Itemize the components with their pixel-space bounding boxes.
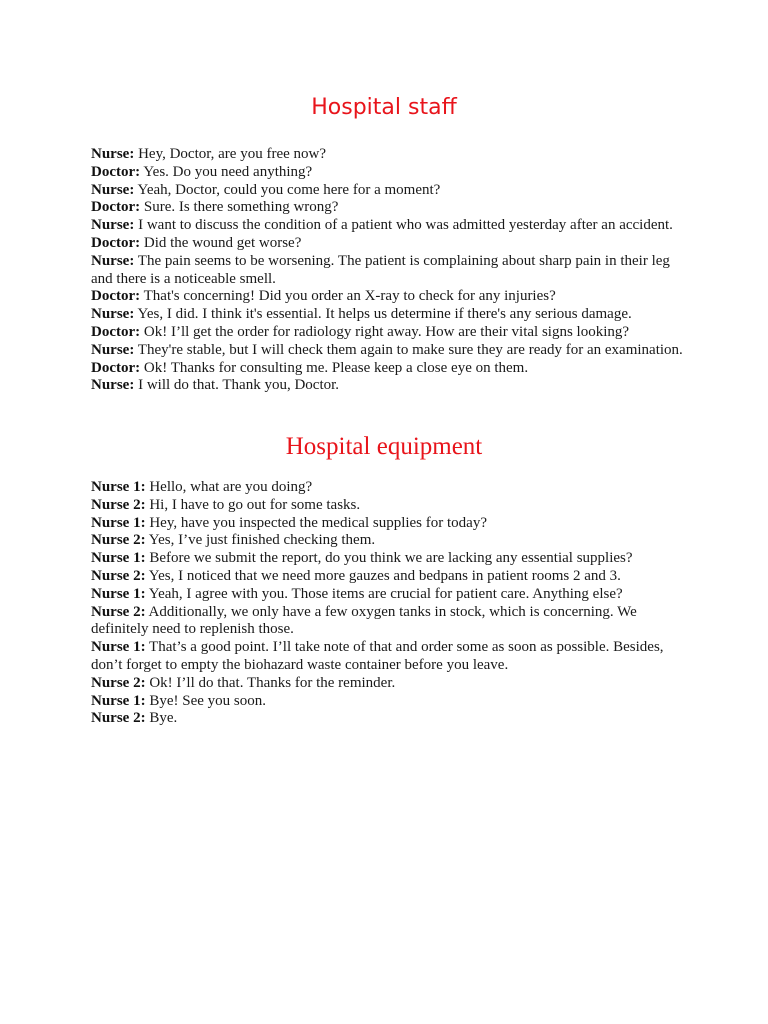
speaker-label: Doctor: (91, 359, 141, 376)
dialogue-line (91, 639, 683, 675)
dialogue-line (91, 360, 683, 378)
speaker-label: Nurse 2: (91, 674, 146, 691)
utterance-text: Did the wound get worse? (140, 234, 302, 251)
utterance-text: Bye! See you soon. (145, 692, 266, 709)
utterance-text: Yes, I noticed that we need more gauzes and bedpans in patient rooms 2 and 3. (145, 567, 621, 584)
dialogue-line (91, 515, 683, 533)
section-title-hospital-staff: Hospital staff (311, 95, 457, 120)
speaker-label: Nurse: (91, 306, 135, 323)
utterance-text: That’s a good point. I’ll take note of that and order some as soon as possible. Besides, don’t forget to empty the biohazard waste container before you leave. (91, 639, 664, 673)
dialogue-line (91, 253, 683, 289)
utterance-text: Additionally, we only have a few oxygen tanks in stock, which is concerning. We definitely need to replenish those. (91, 603, 637, 638)
utterance-text: I will do that. Thank you, Doctor. (134, 377, 340, 394)
speaker-label: Doctor: (91, 323, 141, 340)
dialogue-line (91, 182, 683, 200)
utterance-text: Ok! I’ll get the order for radiology right away. How are their vital signs looking? (140, 323, 630, 340)
speaker-label: Doctor: (91, 199, 141, 216)
speaker-label: Nurse 2: (91, 710, 146, 727)
speaker-label: Nurse 1: (91, 639, 146, 656)
dialogue-line (91, 604, 683, 640)
utterance-text: Yes. Do you need anything? (140, 163, 313, 180)
speaker-label: Nurse 1: (91, 514, 146, 531)
utterance-text: Bye. (145, 710, 178, 727)
dialogue-line (91, 146, 683, 164)
speaker-label: Nurse 1: (91, 479, 146, 495)
speaker-label: Nurse: (91, 341, 135, 358)
dialogue-line (91, 342, 683, 360)
utterance-text: Yes, I’ve just finished checking them. (145, 532, 376, 549)
dialogue-hospital-equipment (91, 479, 683, 728)
dialogue-line (91, 164, 683, 182)
speaker-label: Nurse: (91, 146, 135, 162)
dialogue-line (91, 324, 683, 342)
utterance-text: Sure. Is there something wrong? (140, 199, 339, 216)
utterance-text: The pain seems to be worsening. The patient is complaining about sharp pain in their leg and there is a noticeable smell. (91, 252, 670, 287)
dialogue-line (91, 288, 683, 306)
speaker-label: Nurse 2: (91, 532, 146, 549)
speaker-label: Nurse 2: (91, 567, 146, 584)
speaker-label: Nurse: (91, 377, 135, 394)
utterance-text: Hey, Doctor, are you free now? (134, 146, 327, 162)
utterance-text: Ok! I’ll do that. Thanks for the reminder. (145, 674, 396, 691)
speaker-label: Nurse 1: (91, 692, 146, 709)
dialogue-line (91, 217, 683, 235)
dialogue-line (91, 199, 683, 217)
utterance-text: Ok! Thanks for consulting me. Please keep a close eye on them. (140, 359, 529, 376)
dialogue-line (91, 377, 683, 395)
dialogue-line (91, 568, 683, 586)
dialogue-line (91, 586, 683, 604)
dialogue-line (91, 497, 683, 515)
utterance-text: I want to discuss the condition of a patient who was admitted yesterday after an accident. (134, 217, 673, 234)
speaker-label: Doctor: (91, 288, 141, 305)
dialogue-line (91, 479, 683, 497)
speaker-label: Nurse: (91, 217, 135, 234)
utterance-text: Yeah, Doctor, could you come here for a moment? (134, 181, 441, 198)
section-title-hospital-equipment: Hospital equipment (285, 433, 483, 460)
dialogue-line (91, 306, 683, 324)
dialogue-line (91, 550, 683, 568)
dialogue-line (91, 235, 683, 253)
speaker-label: Doctor: (91, 234, 141, 251)
utterance-text: That's concerning! Did you order an X-ray to check for any injuries? (140, 288, 556, 305)
dialogue-line (91, 693, 683, 711)
speaker-label: Nurse: (91, 252, 135, 269)
speaker-label: Doctor: (91, 163, 141, 180)
dialogue-hospital-staff (91, 146, 683, 395)
utterance-text: Hi, I have to go out for some tasks. (145, 496, 361, 513)
speaker-label: Nurse 2: (91, 603, 146, 620)
dialogue-line (91, 532, 683, 550)
dialogue-line (91, 675, 683, 693)
utterance-text: They're stable, but I will check them again to make sure they are ready for an examination. (134, 341, 683, 358)
utterance-text: Hello, what are you doing? (145, 479, 313, 495)
utterance-text: Yeah, I agree with you. Those items are crucial for patient care. Anything else? (145, 585, 623, 602)
utterance-text: Hey, have you inspected the medical supplies for today? (145, 514, 487, 531)
speaker-label: Nurse 1: (91, 585, 146, 602)
dialogue-line (91, 710, 683, 728)
speaker-label: Nurse 1: (91, 550, 146, 567)
utterance-text: Yes, I did. I think it's essential. It helps us determine if there's any serious damage. (134, 306, 632, 323)
speaker-label: Nurse: (91, 181, 135, 198)
utterance-text: Before we submit the report, do you think we are lacking any essential supplies? (145, 550, 633, 567)
speaker-label: Nurse 2: (91, 496, 146, 513)
